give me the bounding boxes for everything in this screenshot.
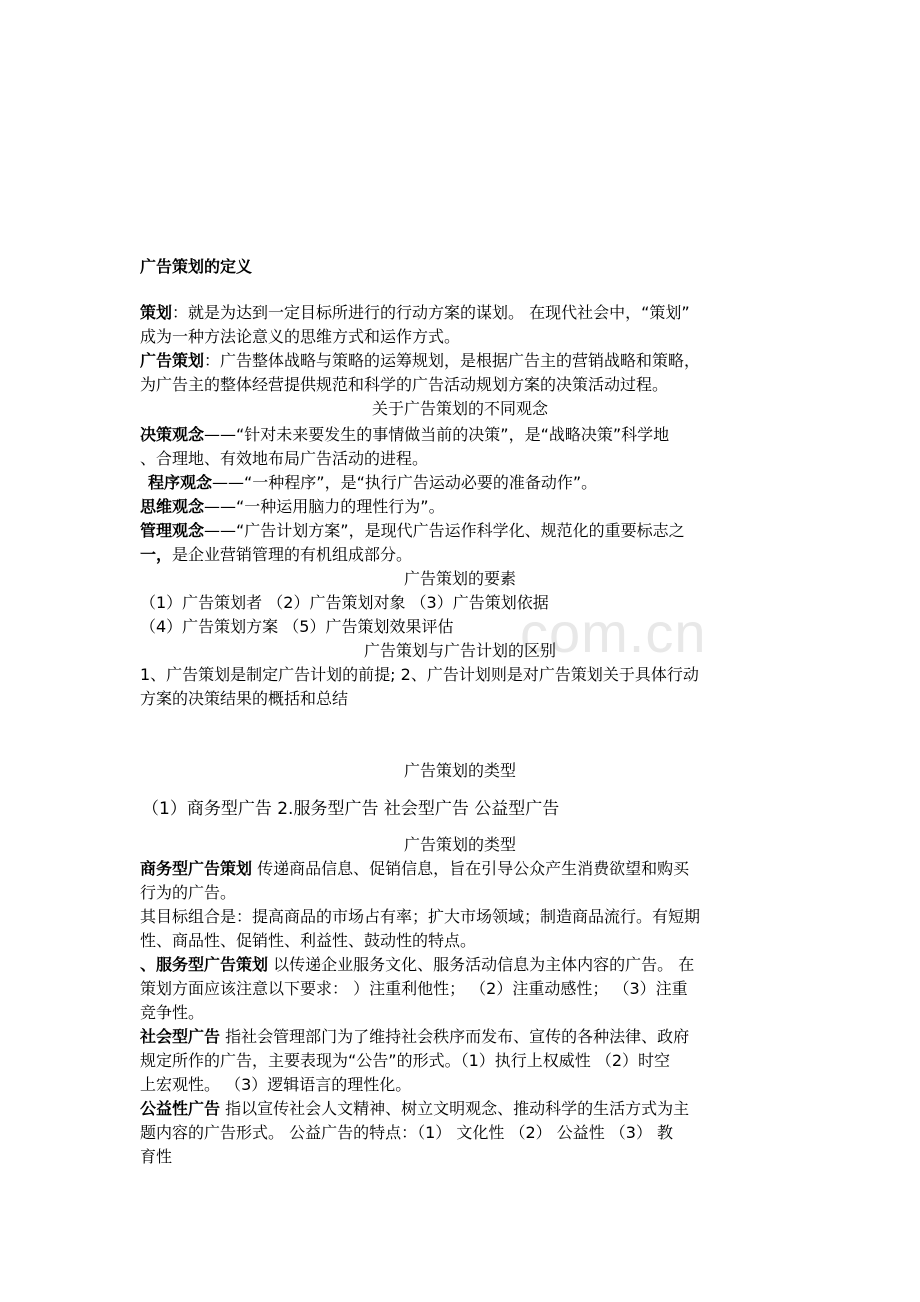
doc-title: 广告策划的定义 (140, 257, 253, 276)
type-1-line-3: 其目标组合是：提高商品的市场占有率；扩大市场领域；制造商品流行。有短期 (140, 907, 701, 926)
type-4-line-1: 公益性广告 指以宣传社会人文精神、树立文明观念、推动科学的生活方式为主 (140, 1099, 690, 1118)
def-line-1: 策划：就是为达到一定目标所进行的行动方案的谋划。 在现代社会中，“策划” (140, 303, 690, 322)
elements-row-1: （1）广告策划者 （2）广告策划对象 （3）广告策划依据 (140, 593, 549, 612)
types-list: （1）商务型广告 2.服务型广告 社会型广告 公益型广告 (142, 799, 560, 819)
types-heading-2: 广告策划的类型 (403, 835, 516, 854)
views-heading: 关于广告策划的不同观念 (371, 399, 548, 418)
type-2-line-1: 、服务型广告策划 以传递企业服务文化、服务活动信息为主体内容的广告。 在 (140, 955, 695, 974)
elements-heading: 广告策划的要素 (403, 569, 516, 588)
watermark: com.cn (520, 601, 707, 664)
type-2-line-2: 策划方面应该注意以下要求： ）注重利他性； （2）注重动感性； （3）注重 (140, 979, 688, 998)
type-1-line-2: 行为的广告。 (140, 883, 237, 902)
diff-line-2: 方案的决策结果的概括和总结 (140, 689, 349, 708)
type-4-line-2: 题内容的广告形式。 公益广告的特点：（1） 文化性 （2） 公益性 （3） 教 (140, 1123, 674, 1142)
elements-row-2: （4）广告策划方案 （5）广告策划效果评估 (140, 617, 454, 636)
type-3-line-1: 社会型广告 指社会管理部门为了维持社会秩序而发布、宣传的各种法律、政府 (140, 1027, 690, 1046)
type-1-line-4: 性、商品性、促销性、利益性、鼓动性的特点。 (140, 931, 477, 950)
view-3: 思维观念——“一种运用脑力的理性行为”。 (140, 497, 445, 516)
view-4-line-1: 管理观念——“广告计划方案”，是现代广告运作科学化、规范化的重要标志之 (140, 521, 685, 540)
diff-line-1: 1、广告策划是制定广告计划的前提; 2、广告计划则是对广告策划关于具体行动 (140, 665, 699, 684)
view-1-line-2: 、合理地、有效地布局广告活动的进程。 (140, 449, 429, 468)
diff-heading: 广告策划与广告计划的区别 (363, 641, 556, 660)
type-3-line-3: 上宏观性。 （3）逻辑语言的理性化。 (140, 1075, 412, 1094)
type-4-line-3: 育性 (140, 1147, 173, 1166)
view-2: 程序观念——“一种程序”，是“执行广告运动必要的准备动作”。 (148, 473, 598, 492)
def-line-2: 成为一种方法论意义的思维方式和运作方式。 (140, 327, 461, 346)
type-2-line-3: 竞争性。 (140, 1003, 205, 1022)
type-3-line-2: 规定所作的广告，主要表现为“公告”的形式。（1）执行上权威性 （2）时空 (140, 1051, 671, 1070)
type-1-line-1: 商务型广告策划 传递商品信息、促销信息，旨在引导公众产生消费欲望和购买 (140, 859, 690, 878)
view-4-line-2: 一，是企业营销管理的有机组成部分。 (140, 545, 413, 564)
def-line-4: 为广告主的整体经营提供规范和科学的广告活动规划方案的决策活动过程。 (140, 375, 669, 394)
view-1-line-1: 决策观念——“针对未来要发生的事情做当前的决策”，是“战略决策”科学地 (140, 425, 670, 444)
def-line-3: 广告策划：广告整体战略与策略的运筹规划，是根据广告主的营销战略和策略， (140, 351, 701, 370)
types-heading: 广告策划的类型 (403, 761, 516, 780)
